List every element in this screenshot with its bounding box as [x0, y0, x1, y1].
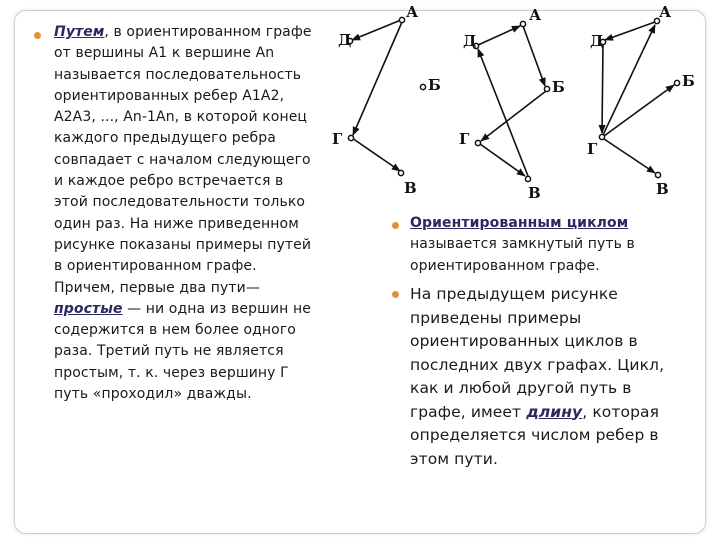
graph3-label-g: Г — [587, 140, 598, 158]
cycle-examples-text: На предыдущем рисунке приведены примеры ориентированных циклов в последних двух графах. Цикл, как и любой другой путь в графе, имеет — [410, 285, 665, 421]
graph1-vertex-b — [420, 84, 425, 89]
graph2-label-g: Г — [459, 130, 470, 148]
graph2-edge-g-v — [480, 144, 525, 176]
graph3-vertex-v — [655, 172, 660, 177]
graph1-vertex-g — [348, 135, 353, 140]
graph2-vertex-v — [525, 176, 530, 181]
graph1-edge-a-g — [353, 22, 402, 135]
bullet-dot — [392, 222, 399, 229]
graph2-edge-d-a — [478, 26, 520, 45]
graph-2-vertices — [473, 21, 549, 181]
graph2-label-b: Б — [552, 78, 565, 96]
term-simple: простые — [54, 300, 123, 317]
graph2-vertex-a — [520, 21, 525, 26]
graph-2 — [478, 26, 546, 176]
graph2-edge-v-d — [478, 49, 528, 176]
graph2-vertex-g — [475, 140, 480, 145]
graph1-label-b: Б — [428, 76, 441, 94]
graph1-vertex-a — [399, 17, 404, 22]
term-path: Путем — [54, 24, 105, 40]
graph-1-vertices — [347, 17, 425, 175]
term-cycle: Ориентированным циклом — [410, 215, 629, 231]
graph-3 — [602, 22, 674, 173]
graph1-vertex-v — [398, 170, 403, 175]
graph-1 — [352, 20, 402, 171]
graph1-edge-g-v — [352, 138, 400, 171]
path-definition-text: , в ориентированном графе от вершины А1 к вершине Аn называется последовательность ориентированных ребер А1А2, А2А3, ..., Аn-1Аn, в которой конец каждого предыдущего ребра совпадает с началом следующего и каждое ребро встречается в этой последовательности только один раз. На ниже приведенном рисунке показаны примеры путей в ориентированном графе. Причем, первые два пути— — [54, 24, 312, 296]
directed-graphs-figure — [320, 0, 720, 205]
graph1-label-a: А — [406, 3, 419, 21]
graph1-label-d: Д — [338, 31, 352, 49]
graph1-edge-a-d — [352, 20, 401, 40]
graph3-vertex-b — [674, 80, 679, 85]
graph2-edge-b-g — [481, 91, 546, 141]
simple-path-text: — ни одна из вершин не содержится в нем более одного раза. Третий путь не является простым, т. к. через вершину Г путь «проходил» дважды. — [54, 300, 311, 403]
term-length: длину — [526, 402, 583, 421]
graph-3-vertices — [599, 18, 679, 177]
graph1-label-g: Г — [332, 130, 343, 148]
cycle-definition-paragraph — [410, 213, 700, 277]
graph2-label-v: В — [528, 184, 541, 202]
graph3-edge-d-g — [602, 44, 603, 133]
graph2-edge-a-b — [523, 26, 545, 86]
graph2-vertex-b — [544, 86, 549, 91]
graph3-edge-a-d — [605, 22, 655, 40]
graph3-label-b: Б — [682, 72, 695, 90]
bullet-dot — [392, 291, 399, 298]
graph3-label-v: В — [656, 180, 669, 198]
graph3-edge-g-v — [604, 139, 655, 173]
graph1-label-v: В — [404, 179, 417, 197]
bullet-dot — [34, 32, 41, 39]
cycle-examples-paragraph — [410, 283, 680, 471]
graph2-label-a: А — [529, 6, 542, 24]
graph3-vertex-g — [599, 134, 604, 139]
cycle-definition-text: называется замкнутый путь в ориентированном графе. — [410, 236, 635, 274]
path-definition-paragraph — [54, 22, 316, 405]
graph2-label-d: Д — [463, 32, 477, 50]
graph3-label-a: А — [659, 3, 672, 21]
graph3-label-d: Д — [590, 32, 604, 50]
length-definition-text: , которая определяется числом ребер в этом пути. — [410, 402, 660, 468]
